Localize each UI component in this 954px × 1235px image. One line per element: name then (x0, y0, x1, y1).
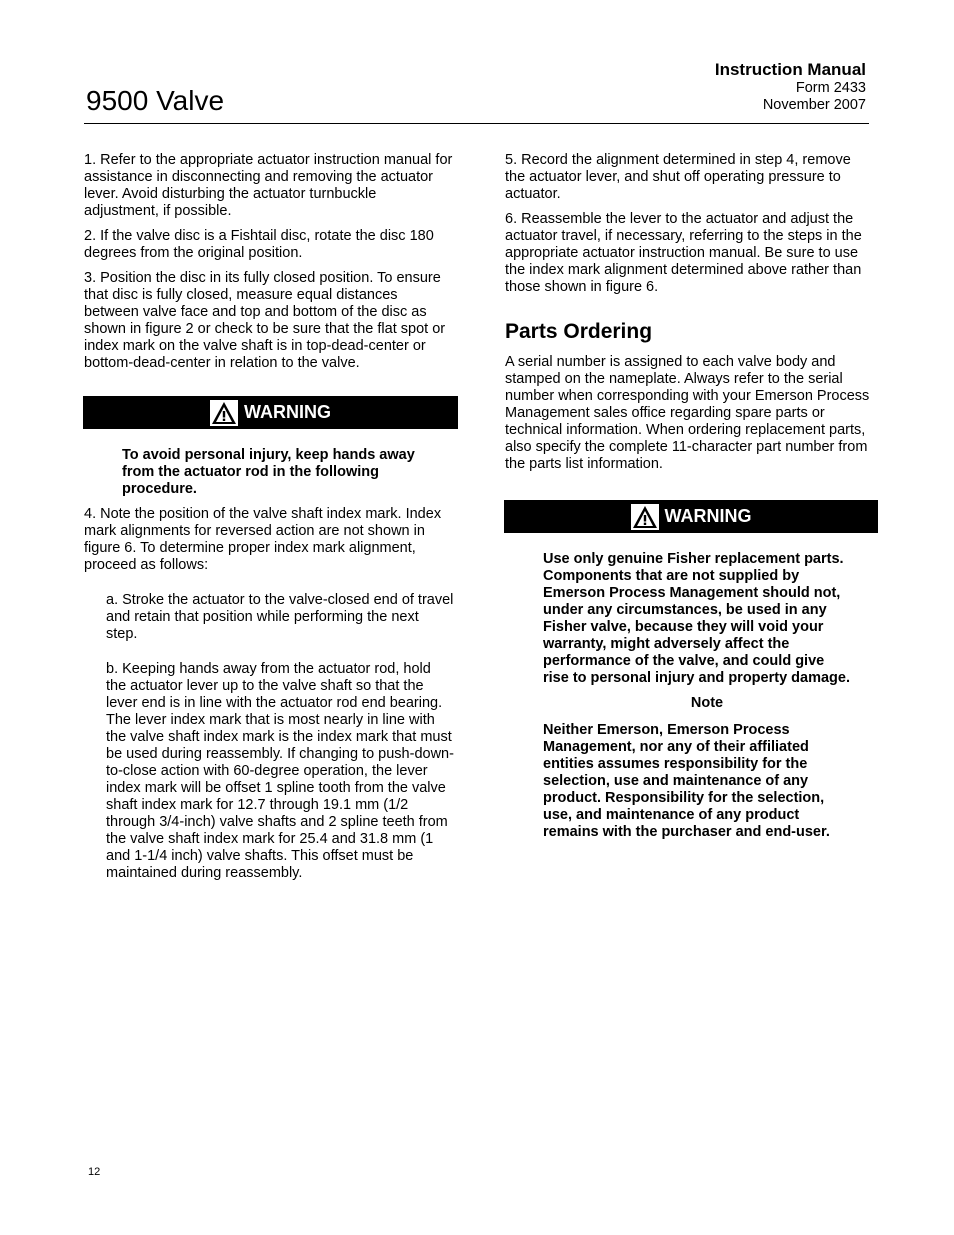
step-2: 2. If the valve disc is a Fishtail disc, rotate the disc 180 degrees from the original position. (84, 228, 434, 261)
manual-label: Instruction Manual (714, 60, 866, 79)
right-column (505, 152, 871, 841)
warning-text-2: Use only genuine Fisher replacement parts. Components that are not supplied by Emerson Process Management should not, under any circumstances, be used in any Fisher valve, because they will void your warranty, might adversely affect the performance of the valve, and could give rise to personal injury and property damage. (543, 551, 850, 686)
step-6: 6. Reassemble the lever to the actuator and adjust the actuator travel, if necessary, referring to the steps in the appropriate actuator instruction manual. Be sure to use the index mark alignment determined above rather than those shown in figure 6. (505, 211, 862, 295)
step-4b: b. Keeping hands away from the actuator rod, hold the actuator lever up to the valve shaft so that the lever end is in line with the actuator rod end bearing. The lever index mark that is most nearly in line with the valve shaft index mark is the index mark that must be used during reassembly. If changing to push-down-to-close action with 60-degree operation, the lever index mark will be offset 1 spline tooth from the valve shaft index mark for 12.7 through 19.1 mm (1/2 through 3/4-inch) valve shafts and 2 spline teeth from the valve shaft index mark for 25.4 and 31.8 mm (1 and 1-1/4 inch) valve shafts. This offset must be maintained during reassembly. (106, 661, 454, 881)
page-title: 9500 Valve (86, 85, 225, 116)
section-title-parts-ordering: Parts Ordering (505, 320, 653, 343)
note-text: Neither Emerson, Emerson Process Management, nor any of their affiliated entities assumes responsibility for the selection, use and maintenance of any product. Responsibility for the selection, use, and maintenance of any product remains with the purchaser and end-user. (543, 722, 830, 840)
step-4: 4. Note the position of the valve shaft index mark. Index mark alignments for reversed action are not shown in figure 6. To determine proper index mark alignment, proceed as follows: (84, 506, 442, 573)
warning-label: WARNING (244, 402, 331, 422)
warning-label: WARNING (664, 506, 752, 526)
step-3: 3. Position the disc in its fully closed position. To ensure that disc is fully closed, measure equal distances between valve face and top and bottom of the disc as shown in figure 2 or check to be sure that the flat spot or index mark on the valve shaft is in top-dead-center or bottom-dead-center in relation to the valve. (84, 270, 446, 371)
form-number: Form 2433 (795, 80, 866, 96)
parts-ordering-text: A serial number is assigned to each valve body and stamped on the nameplate. Always refer to the serial number when corresponding with your Emerson Process Management sales office regarding spare parts or technical information. When ordering replacement parts, also specify the complete 11-character part number from the parts list information. (505, 354, 870, 472)
step-5: 5. Record the alignment determined in step 4, remove the actuator lever, and shut off operating pressure to actuator. (505, 152, 851, 202)
warning-triangle-icon (210, 400, 238, 426)
warning-text: To avoid personal injury, keep hands away from the actuator rod in the following procedure. (122, 447, 415, 497)
warning-banner-2 (504, 500, 878, 533)
header-rule (84, 123, 869, 124)
warning-triangle-icon (631, 504, 659, 530)
note-title: Note (690, 695, 724, 711)
publish-date: November 2007 (762, 97, 866, 113)
step-1: 1. Refer to the appropriate actuator instruction manual for assistance in disconnecting and removing the actuator lever. Avoid disturbing the actuator turnbuckle adjustment, if possible. (84, 152, 453, 219)
warning-banner (83, 396, 458, 429)
page-number: 12 (88, 1166, 101, 1178)
step-4a: a. Stroke the actuator to the valve-closed end of travel and retain that position while performing the next step. (106, 592, 454, 642)
header-info (715, 60, 866, 114)
left-column (84, 152, 454, 882)
